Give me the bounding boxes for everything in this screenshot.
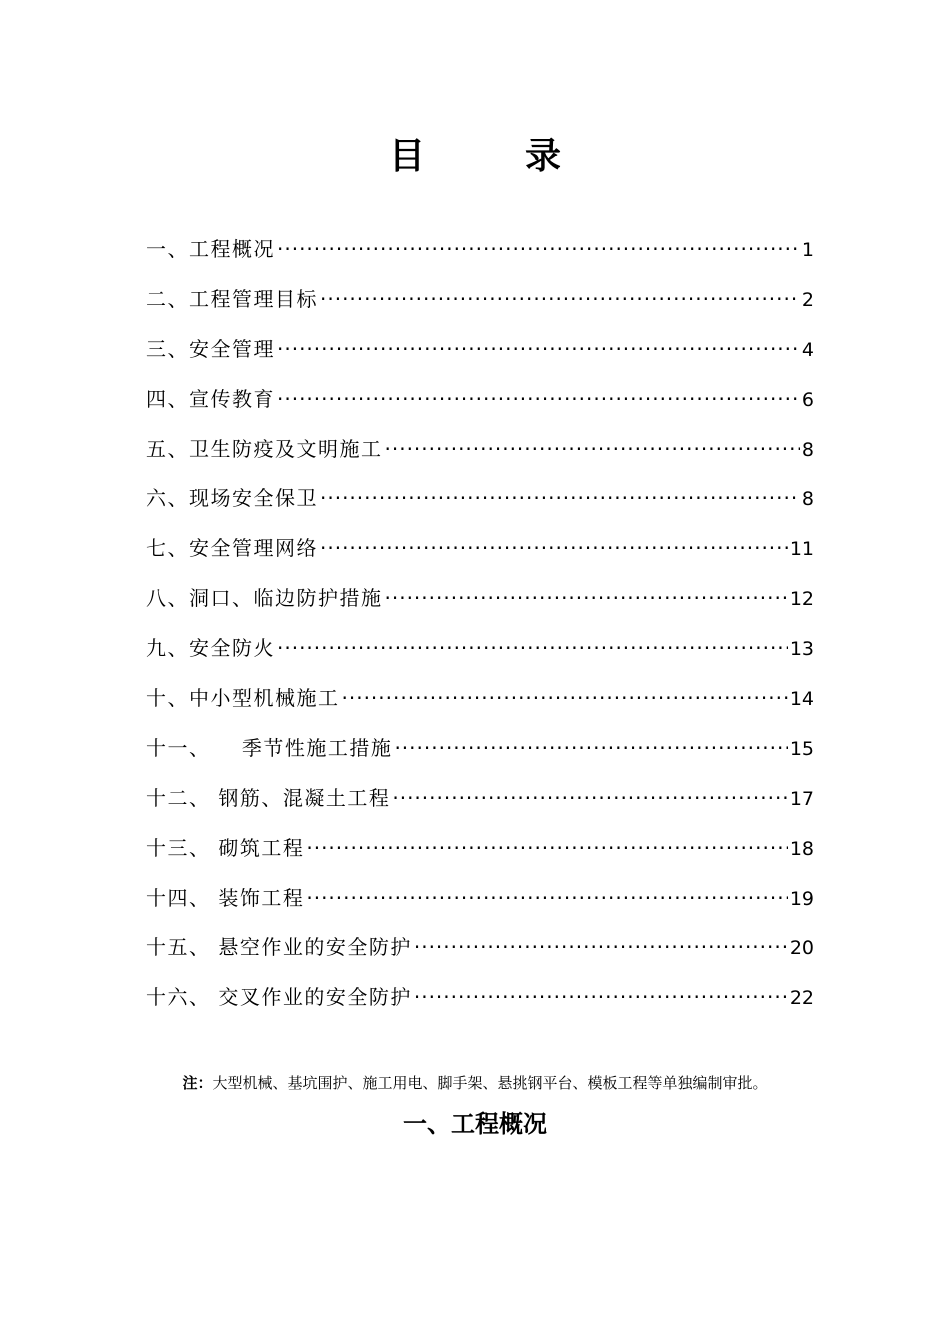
toc-leader-dots (385, 581, 788, 615)
footnote-prefix: 注： (182, 1074, 213, 1092)
toc-entry-label: 四、宣传教育 (146, 386, 275, 411)
toc-entry-label: 八、洞口、临边防护措施 (146, 586, 383, 611)
toc-leader-dots (392, 781, 787, 815)
toc-leader-dots (306, 881, 787, 915)
toc-leader-dots (342, 681, 788, 715)
toc-page-number: 11 (789, 538, 814, 561)
toc-entry-label: 二、工程管理目标 (146, 286, 318, 311)
toc-entry[interactable] (146, 531, 814, 581)
toc-page-number: 1 (801, 239, 814, 261)
toc-leader-dots (277, 631, 788, 665)
toc-page-number: 17 (789, 787, 814, 810)
toc-leader-dots (277, 382, 800, 416)
toc-leader-dots (414, 980, 788, 1014)
toc-entry[interactable] (146, 282, 814, 332)
toc-entry-label: 十三、 砌筑工程 (146, 835, 305, 860)
toc-page-number: 2 (801, 288, 814, 311)
toc-entry[interactable] (146, 681, 814, 731)
toc-entry[interactable] (146, 232, 814, 282)
footnote (0, 1072, 950, 1093)
toc-leader-dots (277, 332, 800, 366)
toc-entry[interactable] (146, 481, 814, 531)
page-title (0, 128, 950, 179)
toc-entry-label: 七、安全管理网络 (146, 536, 318, 561)
title-char-right: 录 (525, 136, 562, 177)
toc-page-number: 13 (789, 638, 814, 661)
toc-page-number: 20 (789, 937, 814, 960)
toc-leader-dots (277, 232, 800, 266)
toc-page-number: 22 (789, 987, 814, 1010)
toc-page-number: 8 (801, 438, 814, 461)
toc-page-number: 4 (801, 338, 814, 361)
toc-entry[interactable] (146, 831, 814, 881)
toc-entry-label: 九、安全防火 (146, 636, 275, 661)
toc-page-number: 8 (801, 488, 814, 511)
toc-entry[interactable] (146, 432, 814, 482)
toc-entry-label: 十六、 交叉作业的安全防护 (146, 985, 412, 1010)
toc-leader-dots (320, 282, 800, 316)
toc-entry-label: 十一、 季节性施工措施 (146, 735, 393, 760)
toc-entry[interactable] (146, 731, 814, 781)
table-of-contents (146, 232, 814, 1030)
toc-leader-dots (320, 481, 800, 515)
toc-page-number: 15 (789, 737, 814, 760)
toc-entry-label: 十四、 装饰工程 (146, 885, 305, 910)
toc-page-number: 12 (789, 588, 814, 611)
toc-entry[interactable] (146, 930, 814, 980)
toc-entry-label: 十、中小型机械施工 (146, 686, 340, 711)
toc-entry[interactable] (146, 980, 814, 1030)
toc-leader-dots (306, 831, 787, 865)
toc-entry[interactable] (146, 781, 814, 831)
toc-entry[interactable] (146, 332, 814, 382)
toc-page-number: 6 (801, 388, 814, 411)
toc-page-number: 18 (789, 837, 814, 860)
toc-entry[interactable] (146, 382, 814, 432)
toc-entry-label: 十二、 钢筋、混凝土工程 (146, 785, 391, 810)
toc-entry[interactable] (146, 881, 814, 931)
toc-page-number: 14 (789, 688, 814, 711)
toc-entry-label: 三、安全管理 (146, 336, 275, 361)
toc-entry-label: 一、工程概况 (146, 237, 275, 261)
toc-leader-dots (414, 930, 788, 964)
toc-leader-dots (320, 531, 788, 565)
toc-entry[interactable] (146, 581, 814, 631)
toc-entry-label: 十五、 悬空作业的安全防护 (146, 935, 412, 960)
toc-entry[interactable] (146, 631, 814, 681)
toc-leader-dots (385, 432, 800, 466)
section-heading: 一、工程概况 (403, 1110, 547, 1138)
title-char-left: 目 (388, 136, 425, 177)
toc-entry-label: 五、卫生防疫及文明施工 (146, 436, 383, 461)
footnote-text: 大型机械、基坑围护、施工用电、脚手架、悬挑钢平台、模板工程等单独编制审批。 (212, 1074, 768, 1092)
toc-entry-label: 六、现场安全保卫 (146, 486, 318, 511)
toc-page-number: 19 (789, 887, 814, 910)
toc-leader-dots (394, 731, 787, 765)
